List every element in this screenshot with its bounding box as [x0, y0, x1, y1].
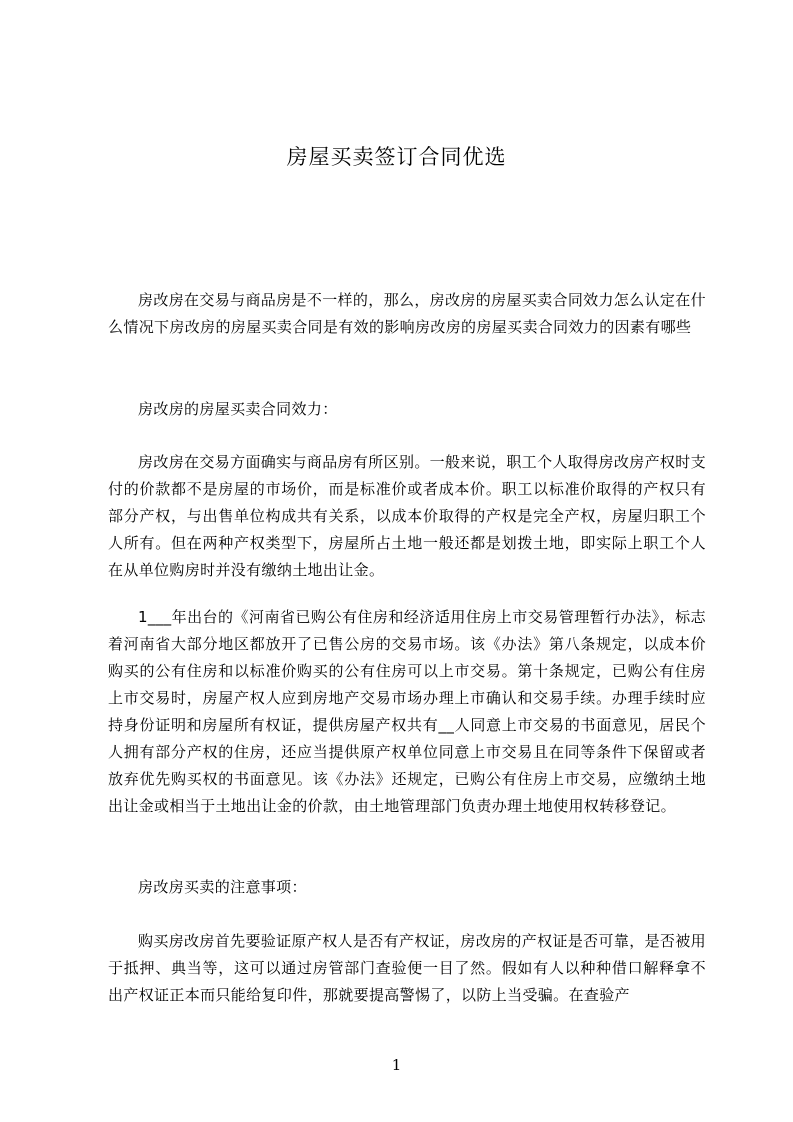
paragraph-precautions-details	[108, 928, 706, 1009]
paragraph-intro	[108, 287, 706, 341]
paragraph-henan-regulation	[108, 604, 706, 820]
section-heading-text: 房改房的房屋买卖合同效力：	[138, 400, 338, 418]
paragraph-text: 购买房改房首先要验证原产权人是否有产权证，房改房的产权证是否可靠，是否被用于抵押、典当等，这可以通过房管部门查验便一目了然。假如有人以种种借口解释拿不出产权证正本而只能给复印件，那就要提高警惕了，以防上当受骗。在查验产	[108, 932, 706, 1004]
page-number: 1	[391, 1056, 402, 1074]
paragraph-validity-details	[108, 449, 706, 584]
section-heading-text: 房改房买卖的注意事项：	[138, 878, 307, 896]
paragraph-text: 1___年出台的《河南省已购公有住房和经济适用住房上市交易管理暂行办法》，标志着河南省大部分地区都放开了已售公房的交易市场。该《办法》第八条规定，以成本价购买的公有住房和以标准价购买的公有住房可以上市交易。第十条规定，已购公有住房上市交易时，房屋产权人应到房地产交易市场办理上市确认和交易手续。办理手续时应持身份证明和房屋所有权证，提供房屋产权共有__人同意上市交易的书面意见，居民个人拥有部分产权的住房，还应当提供原产权单位同意上市交易且在同等条件下保留或者放弃优先购买权的书面意见。该《办法》还规定，已购公有住房上市交易，应缴纳土地出让金或相当于土地出让金的价款，由土地管理部门负责办理土地使用权转移登记。	[108, 608, 706, 815]
paragraph-text: 房改房在交易方面确实与商品房有所区别。一般来说，职工个人取得房改房产权时支付的价款都不是房屋的市场价，而是标准价或者成本价。职工以标准价取得的产权只有部分产权，与出售单位构成共有关系，以成本价取得的产权是完全产权，房屋归职工个人所有。但在两种产权类型下，房屋所占土地一般还都是划拨土地，即实际上职工个人在从单位购房时并没有缴纳土地出让金。	[108, 453, 706, 579]
document-title: 房屋买卖签订合同优选	[286, 145, 507, 169]
section-heading-contract-validity	[108, 396, 706, 423]
section-heading-precautions	[108, 874, 706, 901]
paragraph-text: 房改房在交易与商品房是不一样的，那么，房改房的房屋买卖合同效力怎么认定在什么情况下房改房的房屋买卖合同是有效的影响房改房的房屋买卖合同效力的因素有哪些	[108, 291, 706, 336]
